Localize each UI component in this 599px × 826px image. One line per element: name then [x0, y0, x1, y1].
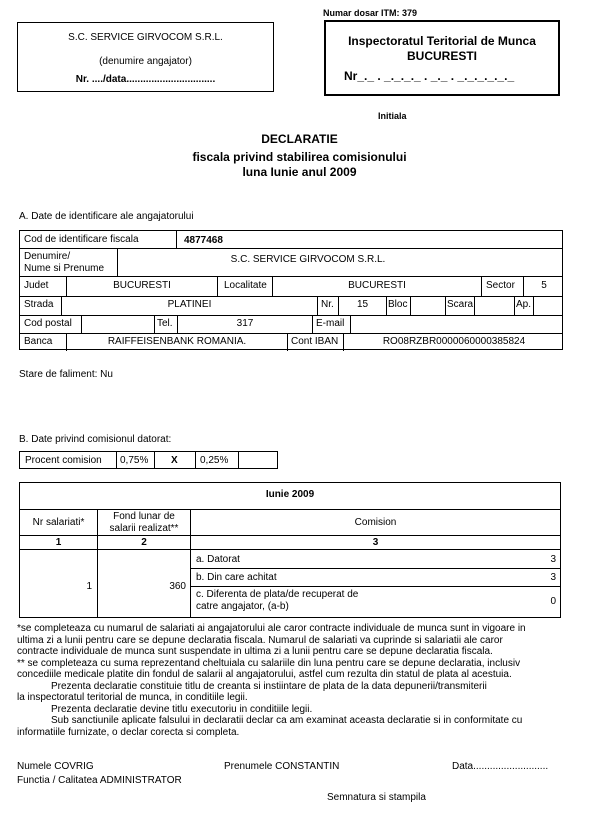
section-a-heading: A. Date de identificare ale angajatorului [19, 211, 194, 222]
denumire-value: S.C. SERVICE GIRVOCOM S.R.L. [230, 254, 386, 265]
note-1a: *se completeaza cu numarul de salariati ai angajatorului ale caror contracte individuale de munca sunt in vigoare in [17, 623, 526, 634]
itm-box [324, 20, 560, 96]
doc-title: DECLARATIE [261, 132, 338, 146]
prenumele-label: Prenumele [224, 761, 273, 772]
col-nr-salariati: Nr salariati* [32, 517, 85, 528]
cod-postal-label: Cod postal [24, 318, 72, 329]
salariati-value: 1 [86, 581, 92, 592]
tel-value: 317 [236, 318, 254, 329]
procent-1: 0,75% [120, 455, 149, 466]
email-label: E-mail [316, 318, 345, 329]
procent-row [19, 451, 278, 469]
itm-title: Inspectoratul Teritorial de Munca [348, 34, 536, 48]
tel-label: Tel. [157, 318, 173, 329]
employer-name: S.C. SERVICE GIRVOCOM S.R.L. [68, 32, 223, 43]
iban-label: Cont IBAN [291, 336, 339, 347]
table-month: Iunie 2009 [265, 489, 315, 500]
iban-value: RO08RZBR0000060000385824 [382, 336, 526, 347]
note-1b: ultima zi a lunii pentru care se depune declaratia fiscala. Numarul de salariati va cuprinde si salariatii ale caror [17, 634, 503, 646]
comision-table [19, 482, 561, 618]
col-fond-2: salarii realizat** [109, 523, 179, 534]
functia-value: ADMINISTRATOR [99, 775, 182, 786]
note-1c: contracte individuale de munca sunt suspendate in ultima zi a lunii pentru care se depune declaratia fiscala. [17, 646, 493, 657]
datorat-label: a. Datorat [196, 554, 240, 565]
procent-2: 0,25% [200, 455, 229, 466]
dosar-number: Numar dosar ITM: 379 [323, 8, 418, 18]
judet-value: BUCURESTI [113, 280, 171, 291]
note-2b: concediile medicale platite din fondul de salarii al angajatorului, astfel cum rezulta din statul de plata al acestuia. [17, 669, 512, 680]
itm-nr: Nr_._ . _._._._ . _._ . _._._._._._ [344, 69, 515, 83]
para-3b: informatiile furnizate, o declar corecta si completa. [17, 726, 240, 738]
nr-value: 15 [356, 299, 369, 310]
cod-fiscal-value: 4877468 [184, 235, 223, 246]
procent-label: Procent comision [25, 455, 102, 466]
colnum-1: 1 [55, 537, 62, 548]
para-1b: la inspectoratul teritorial de munca, in conditiile legii. [17, 692, 248, 703]
localitate-label: Localitate [224, 280, 267, 291]
employer-box [17, 22, 274, 92]
diferenta-label-1: c. Diferenta de plata/de recuperat de [196, 589, 359, 600]
banca-label: Banca [24, 336, 53, 347]
employer-nr-data: Nr. ..../data................................ [75, 74, 216, 85]
functia-line [17, 775, 182, 786]
achitat-value: 3 [550, 572, 556, 583]
section-b-heading: B. Date privind comisionul datorat: [19, 434, 172, 445]
note-2a: ** se completeaza cu suma reprezentand cheltuiala cu salariile din luna pentru care se depune declaratia, inclusiv [17, 657, 521, 669]
bloc-label: Bloc [388, 299, 408, 310]
localitate-value: BUCURESTI [348, 280, 406, 291]
doc-subtitle-1: fiscala privind stabilirea comisionului [192, 150, 407, 164]
cod-fiscal-label: Cod de identificare fiscala [24, 234, 139, 245]
identification-grid [19, 230, 563, 350]
para-3a: Sub sanctiunile aplicate falsului in declaratii declar ca am examinat aceasta declaratie si in conformitate cu [51, 715, 523, 726]
sector-value: 5 [541, 280, 547, 291]
stare-faliment: Stare de faliment: Nu [19, 369, 113, 380]
strada-value: PLATINEI [167, 299, 212, 310]
prenumele-line [224, 761, 339, 772]
fond-value: 360 [169, 581, 186, 592]
sector-label: Sector [486, 280, 515, 291]
diferenta-value: 0 [550, 596, 556, 607]
datorat-value: 3 [550, 554, 556, 565]
nr-label: Nr. [321, 299, 334, 310]
colnum-2: 2 [141, 537, 147, 548]
para-2: Prezenta declaratie devine titlu executoriu in conditiile legii. [51, 703, 313, 715]
numele-value: COVRIG [54, 761, 94, 772]
achitat-label: b. Din care achitat [196, 572, 277, 583]
numele-line [17, 761, 94, 772]
para-1a: Prezenta declaratie constituie titlu de creanta si instiintare de plata de la data depunerii/transmiterii [51, 680, 487, 692]
numele-label: Numele [17, 761, 52, 772]
judet-label: Judet [24, 280, 49, 291]
diferenta-label-2: catre angajator, (a-b) [196, 601, 289, 612]
footnotes [17, 623, 587, 738]
data-line: Data........................... [452, 761, 549, 772]
col-comision: Comision [354, 517, 397, 528]
procent-x: X [171, 455, 178, 466]
banca-value: RAIFFEISENBANK ROMANIA. [107, 336, 247, 347]
scara-label: Scara [447, 299, 474, 310]
denumire-label-1: Denumire/ [24, 251, 71, 262]
denumire-label-2: Nume si Prenume [24, 263, 105, 274]
doc-subtitle-2: luna Iunie anul 2009 [242, 165, 357, 179]
colnum-3: 3 [372, 537, 379, 548]
ap-label: Ap. [516, 299, 532, 310]
employer-label: (denumire angajator) [99, 56, 192, 67]
itm-city: BUCURESTI [406, 49, 477, 63]
functia-label: Functia / Calitatea [17, 775, 98, 786]
prenumele-value: CONSTANTIN [275, 761, 340, 772]
initiala: Initiala [378, 111, 407, 121]
col-fond-1: Fond lunar de [113, 511, 175, 522]
strada-label: Strada [24, 299, 54, 310]
semnatura-label: Semnatura si stampila [327, 792, 426, 803]
